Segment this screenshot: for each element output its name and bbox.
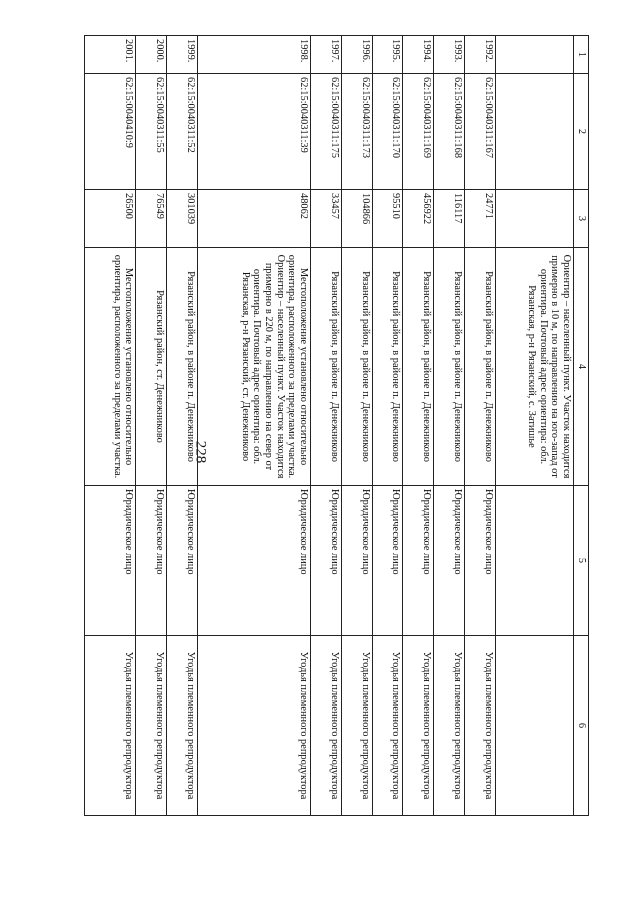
cadastral-number: 62:15:0040311:55 <box>136 74 167 190</box>
row-number: 1993. <box>434 36 465 74</box>
cadastral-number: 62:15:0040311:52 <box>167 74 198 190</box>
land-category: Угодья племенного репродуктора <box>136 636 167 816</box>
table-row <box>167 36 198 816</box>
owner-type: Юридическое лицо <box>136 486 167 636</box>
land-category: Угодья племенного репродуктора <box>198 636 311 816</box>
cadastral-number: 62:15:0040311:39 <box>198 74 311 190</box>
column-header: 3 <box>574 190 589 248</box>
owner-type <box>495 486 573 636</box>
area-value: 48062 <box>198 190 311 248</box>
location-text: Рязанский район, в районе п. Денежниково <box>403 248 434 486</box>
area-value: 95510 <box>372 190 403 248</box>
land-category: Угодья племенного репродуктора <box>403 636 434 816</box>
table-row <box>465 36 496 816</box>
owner-type: Юридическое лицо <box>465 486 496 636</box>
cadastral-number: 62:15:0040311:169 <box>403 74 434 190</box>
owner-type: Юридическое лицо <box>311 486 342 636</box>
area-value: 33457 <box>311 190 342 248</box>
land-register-table-wrapper <box>84 35 589 815</box>
table-row <box>434 36 465 816</box>
row-number: 1994. <box>403 36 434 74</box>
column-header: 6 <box>574 636 589 816</box>
area-value: 24771 <box>465 190 496 248</box>
row-number: 1992. <box>465 36 496 74</box>
header-row <box>574 36 589 816</box>
column-header: 2 <box>574 74 589 190</box>
row-number: 1997. <box>311 36 342 74</box>
cadastral-number: 62:15:0040311:173 <box>341 74 372 190</box>
table-row <box>372 36 403 816</box>
column-header: 5 <box>574 486 589 636</box>
cadastral-number: 62:15:0040311:167 <box>465 74 496 190</box>
area-value: 116117 <box>434 190 465 248</box>
table-row <box>85 36 136 816</box>
area-value: 26500 <box>85 190 136 248</box>
cadastral-number: 62:15:0040410:9 <box>85 74 136 190</box>
location-text: Рязанский район, ст. Денежниково <box>136 248 167 486</box>
location-text: Рязанский район, в районе п. Денежниково <box>341 248 372 486</box>
location-text: Местоположение установлено относительно ориентира, расположенного за пределами участка. Ориентир – населенный пункт. Участок находится примерно в 220 м, по направлению на север от ориентира. Почтовый адрес ориентира: обл. Рязанская, р-н Рязанский, ст. Денежниково <box>198 248 311 486</box>
land-category: Угодья племенного репродуктора <box>167 636 198 816</box>
cadastral-number: 62:15:0040311:168 <box>434 74 465 190</box>
land-category: Угодья племенного репродуктора <box>311 636 342 816</box>
row-number: 1999. <box>167 36 198 74</box>
owner-type: Юридическое лицо <box>198 486 311 636</box>
cadastral-number <box>495 74 573 190</box>
page-number: 228 <box>192 440 209 464</box>
row-number: 1996. <box>341 36 372 74</box>
row-number <box>495 36 573 74</box>
location-text: Местоположение установлено относительно ориентира, расположенного за пределами участка. <box>85 248 136 486</box>
table-row <box>495 36 573 816</box>
owner-type: Юридическое лицо <box>372 486 403 636</box>
location-text: Рязанский район, в районе п. Денежниково <box>434 248 465 486</box>
location-text: Рязанский район, в районе п. Денежниково <box>311 248 342 486</box>
table-row <box>311 36 342 816</box>
area-value: 104866 <box>341 190 372 248</box>
area-value: 456922 <box>403 190 434 248</box>
owner-type: Юридическое лицо <box>85 486 136 636</box>
column-header: 4 <box>574 248 589 486</box>
cadastral-number: 62:15:0040311:170 <box>372 74 403 190</box>
location-text: Рязанский район, в районе п. Денежниково <box>372 248 403 486</box>
land-category: Угодья племенного репродуктора <box>85 636 136 816</box>
table-row <box>341 36 372 816</box>
table-row <box>198 36 311 816</box>
owner-type: Юридическое лицо <box>341 486 372 636</box>
row-number: 2001. <box>85 36 136 74</box>
land-category <box>495 636 573 816</box>
cadastral-number: 62:15:0040311:175 <box>311 74 342 190</box>
table-row <box>136 36 167 816</box>
row-number: 1998. <box>198 36 311 74</box>
column-header: 1 <box>574 36 589 74</box>
land-category: Угодья племенного репродуктора <box>434 636 465 816</box>
owner-type: Юридическое лицо <box>434 486 465 636</box>
land-category: Угодья племенного репродуктора <box>341 636 372 816</box>
land-register-table <box>84 35 589 816</box>
row-number: 2000. <box>136 36 167 74</box>
area-value: 301039 <box>167 190 198 248</box>
owner-type: Юридическое лицо <box>403 486 434 636</box>
owner-type: Юридическое лицо <box>167 486 198 636</box>
land-category: Угодья племенного репродуктора <box>465 636 496 816</box>
location-text: Рязанский район, в районе п. Денежниково <box>465 248 496 486</box>
land-category: Угодья племенного репродуктора <box>372 636 403 816</box>
area-value: 76549 <box>136 190 167 248</box>
table-row <box>403 36 434 816</box>
location-text: Рязанский район, в районе п. Денежниково <box>167 248 198 486</box>
row-number: 1995. <box>372 36 403 74</box>
location-text: Ориентир – населенный пункт. Участок находится примерно в 10 м, по направлению на юго-запад от ориентира. Почтовый адрес ориентира: обл. Рязанская, р-н Рязанский, с. Затишье <box>495 248 573 486</box>
area-value <box>495 190 573 248</box>
